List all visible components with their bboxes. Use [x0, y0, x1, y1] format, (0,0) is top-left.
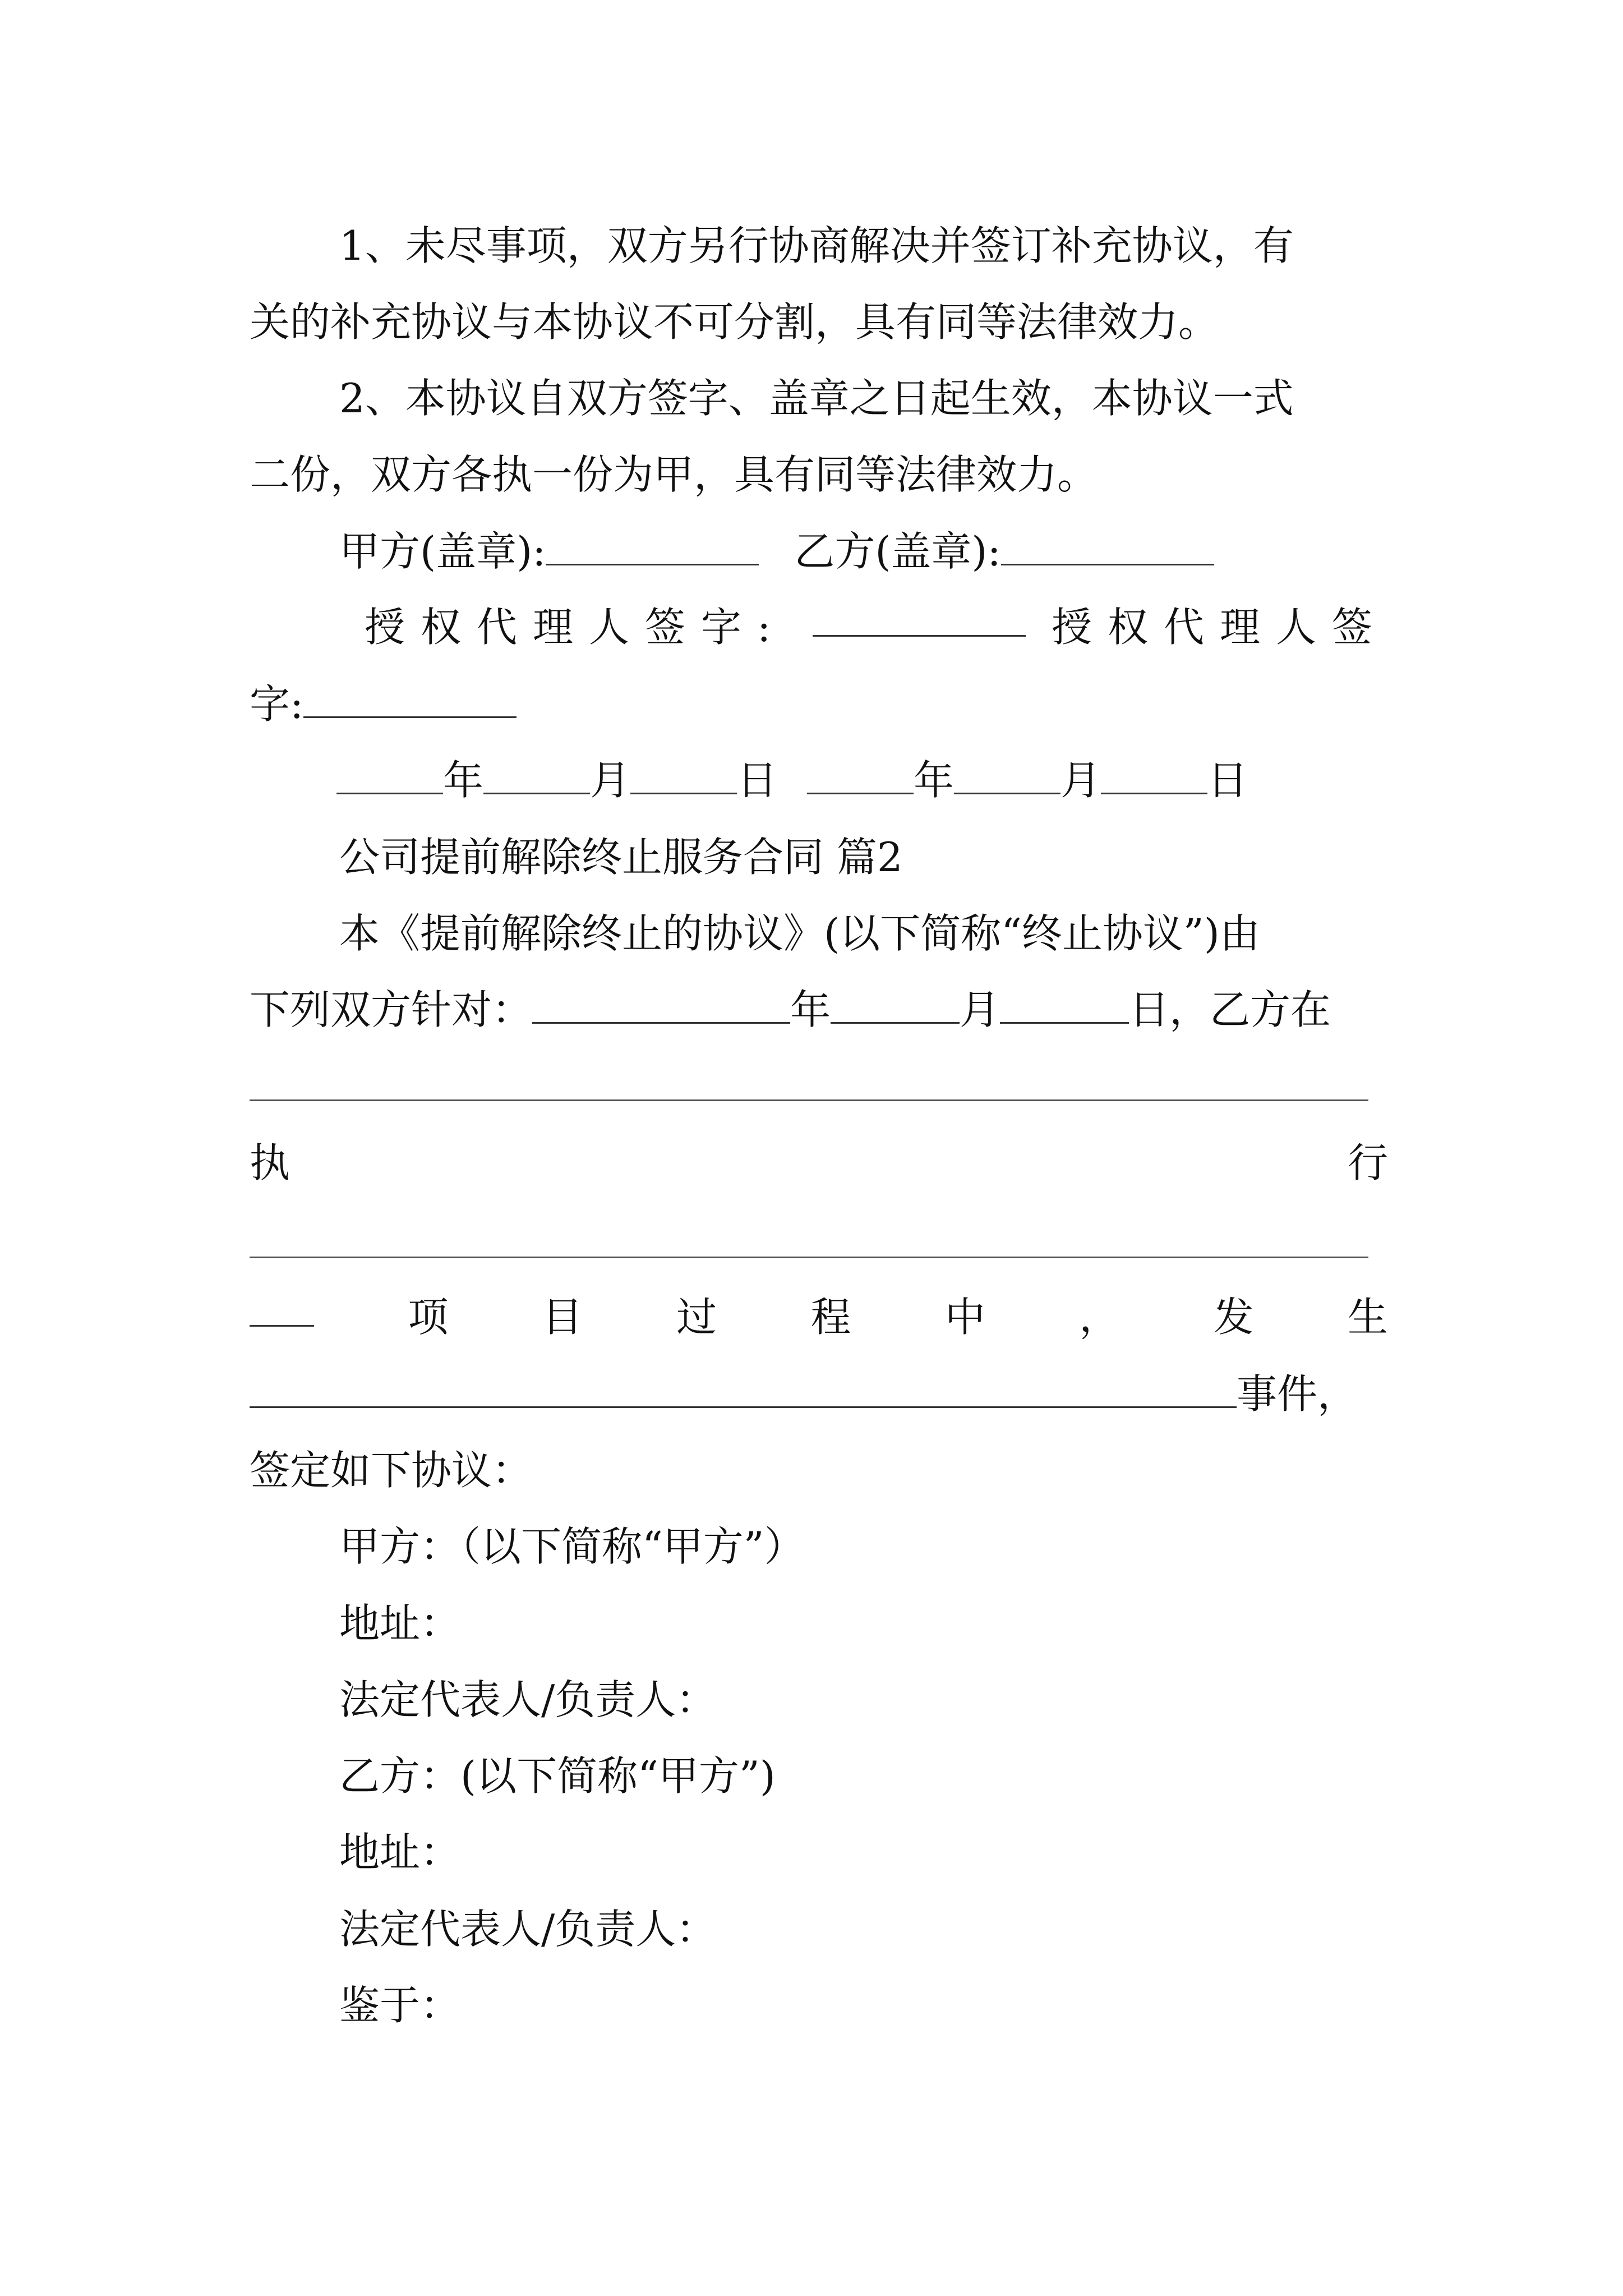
project-word: 中 [944, 1294, 985, 1341]
party-a-text: 甲方：（以下简称“甲方”） [339, 1523, 805, 1570]
clause-2-text: 2、本协议自双方签字、盖章之日起生效，本协议一式 [339, 375, 1294, 422]
event-blank [250, 1372, 1237, 1408]
party-a-line [339, 1520, 1478, 1573]
intro-prefix: 下列双方针对： [250, 986, 533, 1033]
date-b-year-blank [807, 758, 914, 794]
party-b-text: 乙方：(以下简称“甲方”) [339, 1752, 776, 1800]
event-line [250, 1367, 1388, 1421]
intro-month-blank [831, 987, 960, 1024]
agent-sign-line-2 [250, 677, 1388, 731]
date-a-day-blank [630, 758, 737, 794]
section-2-heading [339, 830, 1478, 884]
project-word: 发 [1213, 1294, 1254, 1341]
project-blank [250, 1290, 314, 1327]
execute-line [250, 1136, 1388, 1190]
agree-text: 签定如下协议： [250, 1447, 533, 1494]
date-a-day: 日 [737, 757, 778, 804]
intro-text: 本《提前解除终止的协议》(以下简称“终止协议”)由 [339, 910, 1260, 957]
agent-sign-b-label-cont: 字: [250, 680, 304, 728]
clause-2-line-2 [250, 448, 1388, 501]
agent-sign-line [365, 600, 1388, 654]
intro-year-blank [532, 987, 790, 1024]
agent-sign-b-blank [303, 682, 517, 718]
agree-line [250, 1443, 1388, 1497]
address-b-text: 地址： [339, 1829, 461, 1876]
party-a-seal-blank [546, 529, 759, 565]
date-b-day-blank [1101, 758, 1207, 794]
legal-rep-a-text: 法定代表人/负责人： [339, 1676, 717, 1723]
project-word: 目 [542, 1294, 583, 1341]
agent-sign-a-label: 授权代理人签字: [365, 604, 787, 651]
seal-line [339, 524, 1478, 578]
intro-day-suffix: 日，乙方在 [1129, 986, 1331, 1033]
project-line [250, 1290, 1388, 1344]
legal-rep-a-line [339, 1673, 1478, 1727]
party-b-line [339, 1749, 1478, 1803]
event-suffix: 事件， [1237, 1370, 1358, 1418]
section-heading-text: 公司提前解除终止服务合同 篇2 [339, 834, 903, 881]
intro-day-blank [1000, 987, 1129, 1024]
clause-1-text: 1、未尽事项，双方另行协商解决并签订补充协议，有 [339, 222, 1294, 269]
execute-left: 执 [250, 1139, 291, 1186]
project-word: 项 [408, 1294, 449, 1341]
date-a-year: 年 [443, 757, 484, 804]
date-a-month-blank [483, 758, 590, 794]
clause-1-line-2 [250, 295, 1388, 349]
date-b-year: 年 [913, 757, 954, 804]
party-b-seal-label: 乙方(盖章): [794, 528, 1001, 575]
intro-line-1 [339, 907, 1388, 960]
project-word: 生 [1347, 1294, 1388, 1341]
date-b-month-blank [954, 758, 1061, 794]
date-b-month: 月 [1060, 757, 1101, 804]
agent-sign-a-blank [813, 600, 1026, 637]
date-line [336, 753, 1475, 807]
intro-line-2 [250, 983, 1388, 1037]
project-word: 过 [676, 1294, 717, 1341]
address-a-line [339, 1596, 1478, 1650]
legal-rep-b-text: 法定代表人/负责人： [339, 1906, 717, 1953]
whereas-line [339, 1978, 1478, 2032]
execute-right: 行 [1347, 1139, 1388, 1186]
legal-rep-b-line [339, 1902, 1478, 1956]
fill-line-1 [250, 1099, 1368, 1101]
party-a-seal-label: 甲方(盖章): [339, 528, 546, 575]
address-b-line [339, 1825, 1478, 1879]
date-b-day: 日 [1207, 757, 1248, 804]
clause-1-line-1 [339, 219, 1388, 273]
fill-line-2 [250, 1257, 1368, 1258]
address-a-text: 地址： [339, 1600, 461, 1647]
agent-sign-b-label: 授权代理人签 [1051, 604, 1388, 651]
clause-2-text-cont: 二份，双方各执一份为甲，具有同等法律效力。 [250, 451, 1098, 498]
date-a-month: 月 [590, 757, 631, 804]
clause-1-text-cont: 关的补充协议与本协议不可分割，具有同等法律效力。 [250, 298, 1219, 346]
project-word: ， [1079, 1294, 1120, 1341]
party-b-seal-blank [1001, 529, 1214, 565]
clause-2-line-1 [339, 371, 1388, 425]
intro-month: 月 [960, 986, 1000, 1033]
date-a-year-blank [336, 758, 443, 794]
intro-year: 年 [790, 986, 831, 1033]
whereas-text: 鉴于： [339, 1982, 461, 2029]
project-word: 程 [810, 1294, 851, 1341]
